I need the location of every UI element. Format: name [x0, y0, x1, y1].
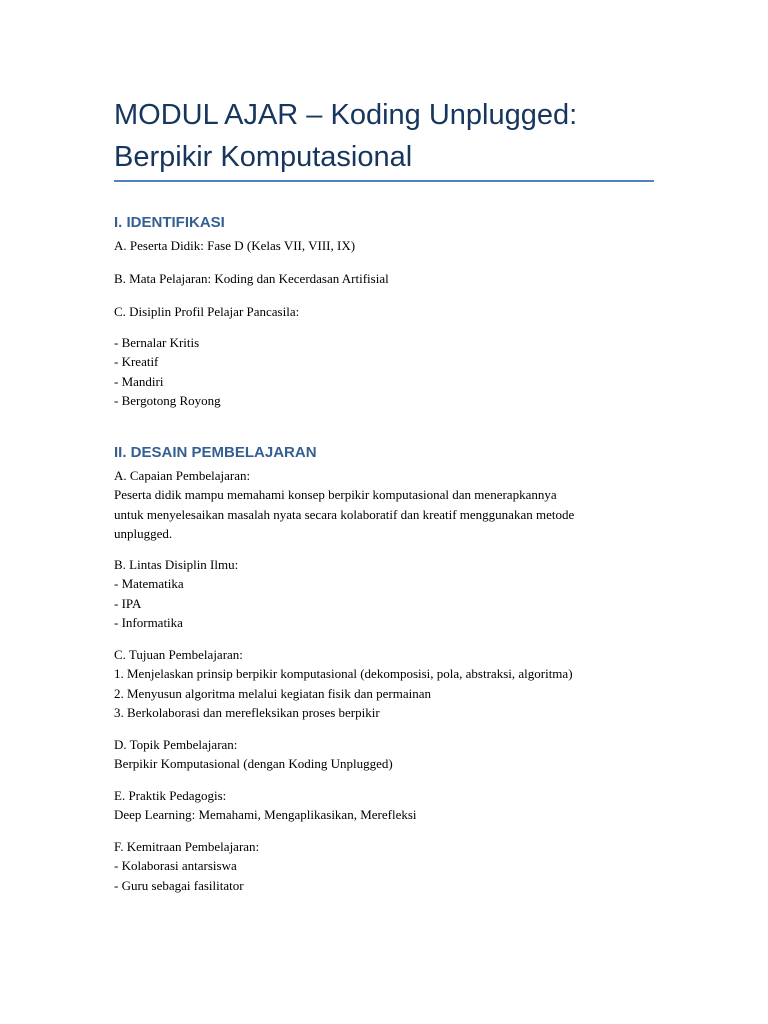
document-title-line-2: Berpikir Komputasional	[114, 141, 413, 173]
disiplin-label-paragraph	[114, 302, 654, 321]
praktik-label: E. Praktik Pedagogis:	[114, 788, 227, 803]
list-item: 1. Menjelaskan prinsip berpikir komputasional (dekomposisi, pola, abstraksi, algoritma)	[114, 666, 573, 682]
list-item: - Mandiri	[114, 373, 164, 389]
section-heading-identifikasi: I. IDENTIFIKASI	[114, 214, 225, 231]
list-item: 3. Berkolaborasi dan merefleksikan proses berpikir	[114, 704, 380, 720]
topik-paragraph	[114, 735, 654, 774]
lintas-label: B. Lintas Disiplin Ilmu:	[114, 557, 239, 572]
capaian-line: unplugged.	[114, 525, 173, 541]
title-underline	[114, 180, 654, 182]
capaian-line: Peserta didik mampu memahami konsep berpikir komputasional dan menerapkannya	[114, 487, 557, 503]
peserta-didik-paragraph	[114, 236, 654, 255]
list-item: - Guru sebagai fasilitator	[114, 877, 244, 893]
mata-pelajaran-text: B. Mata Pelajaran: Koding dan Kecerdasan Artifisial	[114, 271, 389, 286]
tujuan-label: C. Tujuan Pembelajaran:	[114, 647, 243, 662]
capaian-label: A. Capaian Pembelajaran:	[114, 468, 251, 483]
list-item: - Informatika	[114, 614, 183, 630]
list-item: - Kolaborasi antarsiswa	[114, 858, 237, 874]
topik-label: D. Topik Pembelajaran:	[114, 737, 238, 752]
capaian-line: untuk menyelesaikan masalah nyata secara kolaboratif dan kreatif menggunakan metode	[114, 506, 575, 522]
list-item: - Kreatif	[114, 354, 159, 370]
document-title-line-1: MODUL AJAR – Koding Unplugged:	[114, 99, 578, 131]
praktik-value: Deep Learning: Memahami, Mengaplikasikan, Merefleksi	[114, 807, 417, 823]
mata-pelajaran-paragraph	[114, 269, 654, 288]
disiplin-label: C. Disiplin Profil Pelajar Pancasila:	[114, 304, 300, 319]
list-item: - Matematika	[114, 576, 184, 592]
kemitraan-paragraph	[114, 837, 654, 895]
capaian-paragraph	[114, 466, 654, 543]
lintas-disiplin-paragraph	[114, 555, 654, 632]
list-item: - Bergotong Royong	[114, 392, 221, 408]
tujuan-paragraph	[114, 645, 654, 722]
disiplin-list	[114, 333, 654, 410]
peserta-didik-text: A. Peserta Didik: Fase D (Kelas VII, VIII, IX)	[114, 238, 356, 253]
kemitraan-label: F. Kemitraan Pembelajaran:	[114, 839, 260, 854]
list-item: - Bernalar Kritis	[114, 335, 200, 350]
list-item: 2. Menyusun algoritma melalui kegiatan fisik dan permainan	[114, 685, 431, 701]
list-item: - IPA	[114, 595, 142, 611]
section-heading-desain-pembelajaran: II. DESAIN PEMBELAJARAN	[114, 444, 317, 461]
praktik-paragraph	[114, 786, 654, 825]
document-title	[114, 94, 654, 178]
topik-value: Berpikir Komputasional (dengan Koding Unplugged)	[114, 756, 393, 772]
